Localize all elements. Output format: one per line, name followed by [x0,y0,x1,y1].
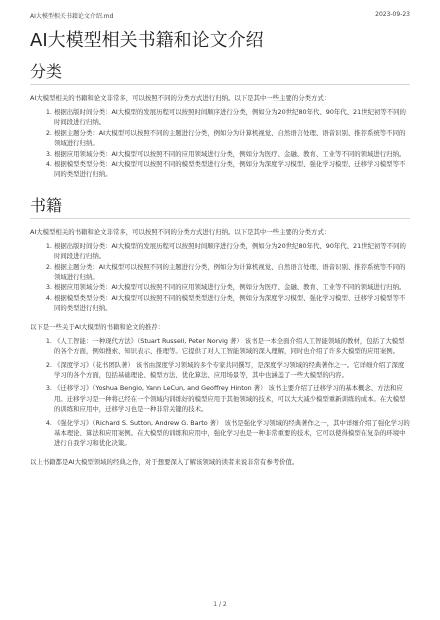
section-intro: AI大模型相关的书籍和论文非常多，可以按照不同的分类方式进行归纳。以下是其中一些主要的分类方式： [30,227,331,236]
book-item: 2. 《深度学习》（花书团队著） 该书由深度学习领域的多个专家共同撰写，是深度学习领域的经典著作之一。它详细介绍了深度学习的各个方面，包括基础理论、模型方法、优化算法、应用场景等，其中也涵盖了一些大模型的内容。 [54,360,410,381]
list-item: 4. 根据模型类型分类：AI大模型可以按照不同的模型类型进行分类，例如分为深度学习模型、强化学习模型、迁移学习模型等不同的类型进行归纳。 [54,293,410,314]
section-heading: 分类 [30,62,410,85]
document-title: AI大模型相关书籍和论文介绍 [30,30,264,51]
list-item: 2. 根据主题分类：AI大模型可以按照不同的主题进行分类，例如分为计算机视觉、自然语言处理、语音识别、推荐系统等不同的领域进行归纳。 [54,128,410,149]
list-item: 1. 根据出版时间分类：AI大模型的发展历程可以按照时间顺序进行分类，例如分为20世纪80年代、90年代、21世纪初等不同的时间段进行归纳。 [54,107,410,128]
book-item: 3. 《迁移学习》（Yoshua Bengio, Yann LeCun, and Geoffrey Hinton 著） 该书主要介绍了迁移学习的基本概念、方法和应用。迁移学习是一种将已经在一个领域内训练好的模型应用于其他领域的技术，可以大大减少模型重新训练的成本。在大模型的训练和应用中，迁移学习也是一种非常关键的技术。 [54,383,410,414]
book-item: 1. 《人工智能：一种现代方法》（Stuart Russell, Peter Norvig 著） 该书是一本全面介绍人工智能领域的教材，包括了大模型的各个方面，例如搜索、知识表示、推理等。它提供了对人工智能领域的深入理解，同时也介绍了许多大模型的应用案例。 [54,336,410,357]
list-item: 2. 根据主题分类：AI大模型可以按照不同的主题进行分类，例如分为计算机视觉、自然语言处理、语音识别、推荐系统等不同的领域进行归纳。 [54,262,410,283]
books-intro: 以下是一些关于AI大模型的书籍和论文的推荐： [30,322,165,331]
page-number: 1 / 2 [213,601,227,608]
section-books [30,196,410,467]
list-item: 4. 根据模型类型分类：AI大模型可以按照不同的模型类型进行分类，例如分为深度学习模型、强化学习模型、迁移学习模型等不同的类型进行归纳。 [54,159,410,180]
document-date: 2023-09-23 [375,11,410,18]
page-header [30,11,410,20]
list-item: 3. 根据应用领域分类：AI大模型可以按照不同的应用领域进行分类，例如分为医疗、金融、教育、工业等不同的领域进行归纳。 [54,282,410,292]
book-recommendation-list [30,336,410,449]
books-classification-list [30,241,410,314]
document-body [30,30,410,471]
file-name: AI大模型相关书籍论文介绍.md [30,13,114,20]
section-heading: 书籍 [30,196,410,219]
list-item: 1. 根据出版时间分类：AI大模型的发展历程可以按照时间顺序进行分类，例如分为20世纪80年代、90年代、21世纪初等不同的时间段进行归纳。 [54,241,410,262]
classification-list [30,107,410,180]
list-item: 3. 根据应用领域分类：AI大模型可以按照不同的应用领域进行分类，例如分为医疗、金融、教育、工业等不同的领域进行归纳。 [54,149,410,159]
section-classification [30,62,410,180]
book-item: 4. 《强化学习》（Richard S. Sutton, Andrew G. Barto 著） 该书是强化学习领域的经典著作之一，其中详细介绍了强化学习的基本理论、算法和应用案例。在大模型的训练和应用中，强化学习也是一种非常重要的技术，它可以使得模型在复杂的环境中进行自我学习和优化决策。 [54,418,410,449]
books-outro: 以上书籍都是AI大模型领域的经典之作，对于想要深入了解该领域的读者来说非常有参考价值。 [30,457,299,466]
section-intro: AI大模型相关的书籍和论文非常多，可以按照不同的分类方式进行归纳。以下是其中一些主要的分类方式： [30,94,331,102]
